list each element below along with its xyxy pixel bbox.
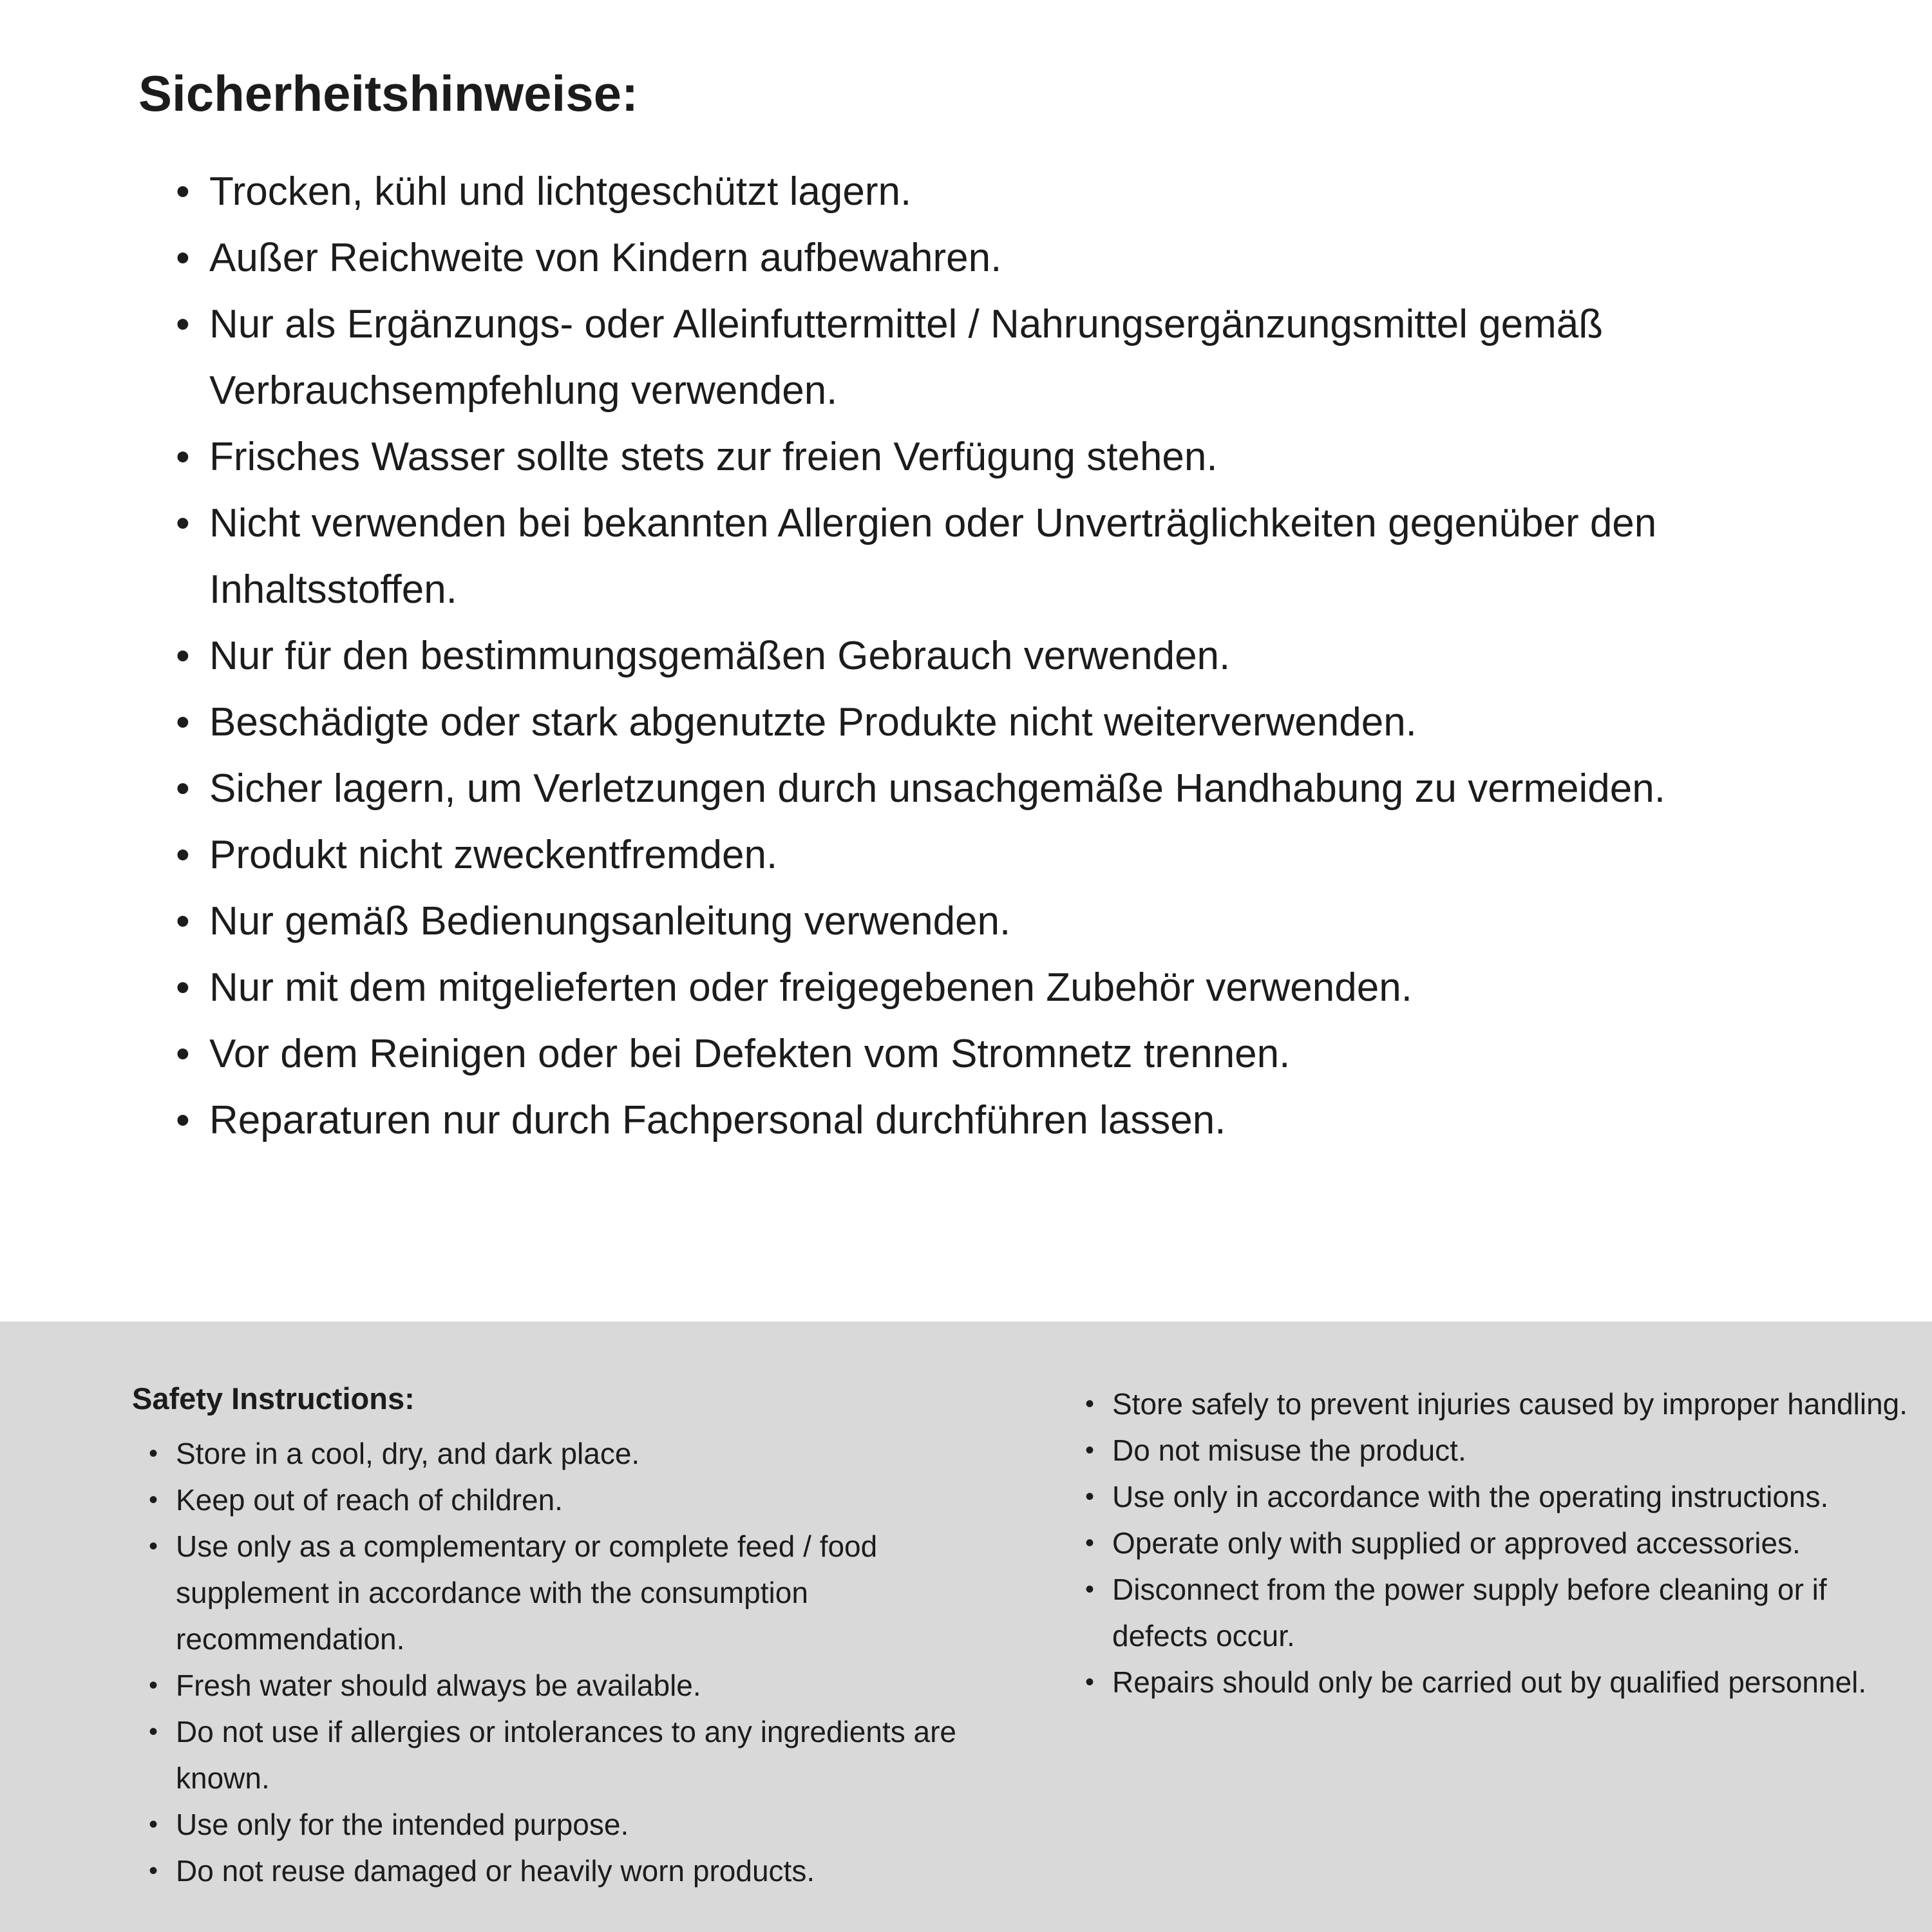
english-safety-item: • Operate only with supplied or approved accessories.: [1085, 1520, 1922, 1566]
english-safety-item: • Store safely to prevent injuries caused by improper handling.: [1085, 1381, 1922, 1427]
english-safety-item: • Do not use if allergies or intolerances to any ingredients are known.: [149, 1709, 1008, 1801]
english-safety-item: • Fresh water should always be available.: [149, 1662, 1008, 1709]
english-safety-item: • Store in a cool, dry, and dark place.: [149, 1430, 1008, 1477]
english-safety-item: • Repairs should only be carried out by qualified personnel.: [1085, 1659, 1922, 1705]
german-safety-item: • Nicht verwenden bei bekannten Allergien oder Unverträglichkeiten gegenüber den Inhaltsstoffen.: [176, 490, 1748, 623]
english-safety-item: • Use only for the intended purpose.: [149, 1801, 1008, 1848]
english-safety-list-right: [1085, 1381, 1922, 1705]
german-safety-item: • Vor dem Reinigen oder bei Defekten vom Stromnetz trennen.: [176, 1021, 1748, 1087]
german-safety-list: [138, 158, 1748, 1153]
german-safety-item: • Trocken, kühl und lichtgeschützt lagern.: [176, 158, 1748, 225]
german-safety-item: • Nur gemäß Bedienungsanleitung verwenden.: [176, 888, 1748, 954]
german-safety-item: • Außer Reichweite von Kindern aufbewahren.: [176, 225, 1748, 291]
german-safety-item: • Beschädigte oder stark abgenutzte Produkte nicht weiterverwenden.: [176, 689, 1748, 755]
english-safety-item: • Use only in accordance with the operating instructions.: [1085, 1473, 1922, 1520]
german-section-title: Sicherheitshinweise:: [138, 65, 638, 122]
german-safety-item: • Frisches Wasser sollte stets zur freien Verfügung stehen.: [176, 424, 1748, 490]
english-left-column: [132, 1381, 1008, 1932]
english-section-title: Safety Instructions:: [132, 1381, 415, 1416]
german-safety-item: • Nur mit dem mitgelieferten oder freigegebenen Zubehör verwenden.: [176, 954, 1748, 1021]
english-safety-item: • Use only as a complementary or complete feed / food supplement in accordance with the consumption recommendation.: [149, 1523, 1008, 1662]
english-safety-item: • Keep out of reach of children.: [149, 1477, 1008, 1523]
german-safety-item: • Produkt nicht zweckentfremden.: [176, 822, 1748, 888]
german-safety-item: • Nur als Ergänzungs- oder Alleinfuttermittel / Nahrungsergänzungsmittel gemäß Verbrauchsempfehlung verwenden.: [176, 291, 1748, 424]
english-safety-list-left: [132, 1430, 1008, 1894]
german-safety-item: • Nur für den bestimmungsgemäßen Gebrauch verwenden.: [176, 623, 1748, 689]
english-section: [0, 1321, 1932, 1932]
german-safety-item: • Reparaturen nur durch Fachpersonal durchführen lassen.: [176, 1087, 1748, 1153]
german-safety-item: • Sicher lagern, um Verletzungen durch unsachgemäße Handhabung zu vermeiden.: [176, 755, 1748, 822]
english-safety-item: • Do not misuse the product.: [1085, 1427, 1922, 1473]
english-safety-item: • Disconnect from the power supply before cleaning or if defects occur.: [1085, 1566, 1922, 1659]
english-right-column: [1085, 1381, 1922, 1932]
english-safety-item: • Do not reuse damaged or heavily worn products.: [149, 1848, 1008, 1894]
